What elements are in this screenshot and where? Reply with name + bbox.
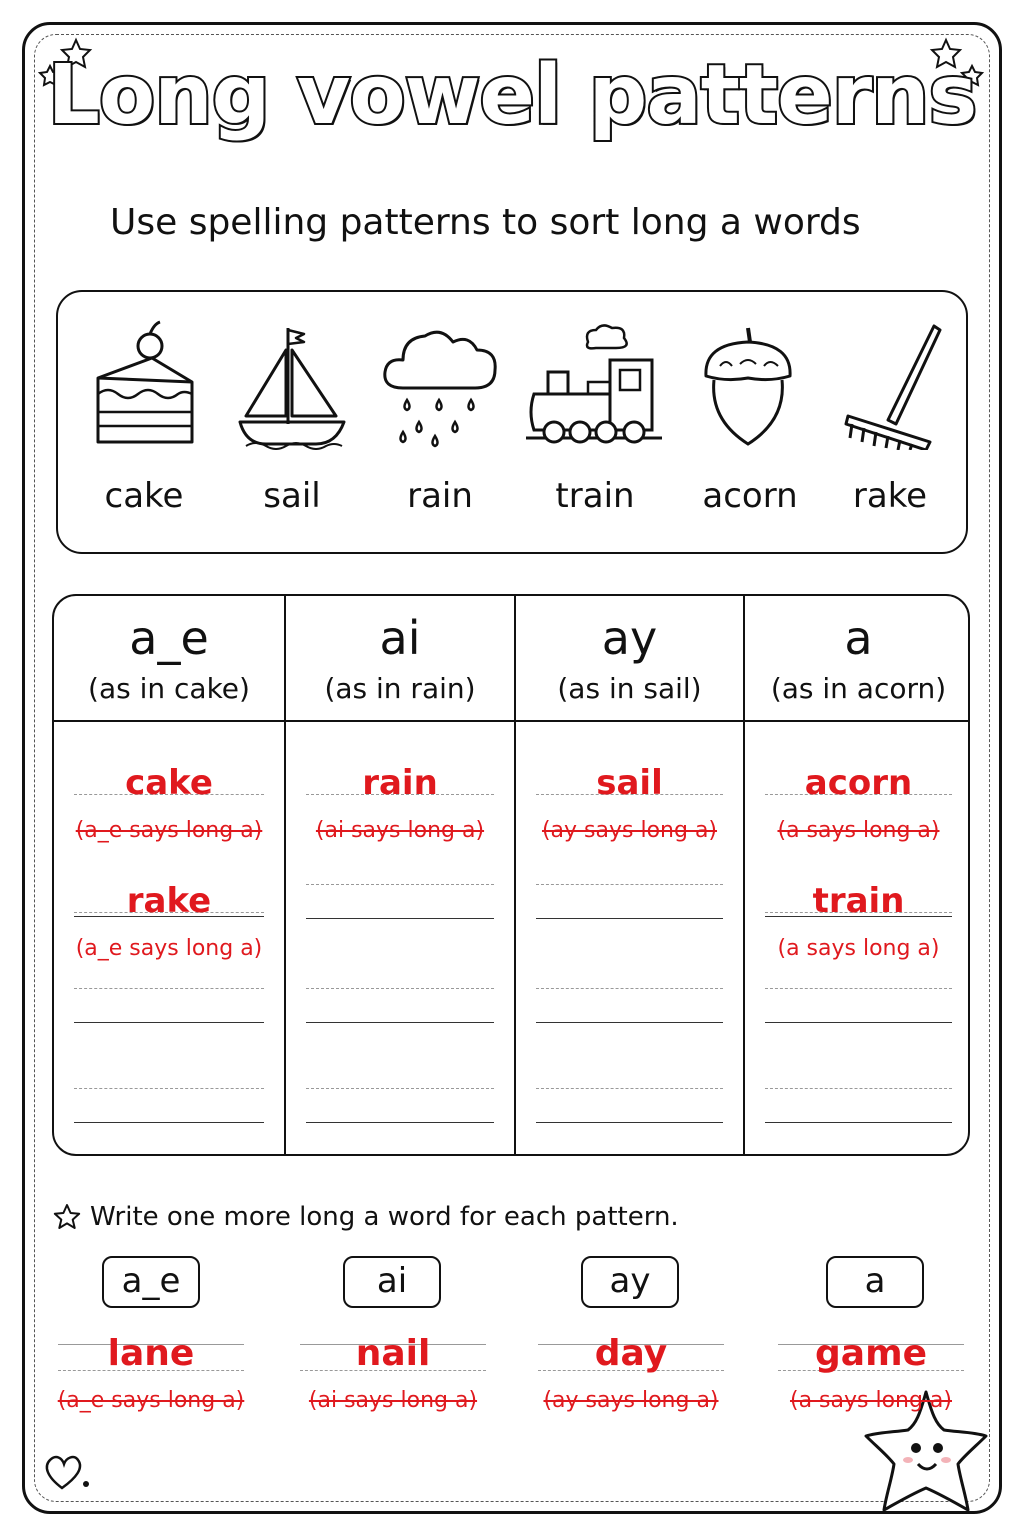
answer-line[interactable] [306,1030,494,1126]
answer-line[interactable] [536,1030,723,1126]
picture-label: acorn [702,476,798,516]
instructions: Use spelling patterns to sort long a words [110,202,861,243]
answer-note: (a says long a) [777,818,940,843]
answer-word: train [812,881,905,921]
extra-answer-line[interactable] [538,1330,724,1420]
column-example: (as in acorn) [770,672,947,705]
column-pattern: a [844,611,873,665]
answer-note: (a says long a) [777,936,940,961]
answer-line[interactable] [306,930,494,1026]
column-a [743,596,970,1154]
pattern-chip: ay [581,1256,679,1308]
answer-note: (a_e says long a) [75,818,263,843]
star-icon [52,1203,82,1231]
pattern-chip: a [826,1256,924,1308]
train-icon [522,320,668,450]
picture-label: rain [407,476,473,516]
pattern-chip: a_e [102,1256,200,1308]
column-pattern: ay [601,611,658,665]
extra-answer-note: (ay says long a) [543,1388,719,1413]
picture-item-rain [370,320,510,516]
cake-slice-icon [84,320,204,450]
picture-item-acorn [680,320,820,516]
acorn-icon [690,320,810,450]
answer-line[interactable] [765,736,952,843]
answer-line[interactable] [536,826,723,922]
column-header [745,596,970,722]
picture-item-cake [74,320,214,516]
answer-word: sail [596,763,663,803]
picture-label: sail [263,476,321,516]
extra-practice-prompt [52,1202,679,1232]
extra-answer-word: game [815,1333,927,1374]
extra-answer-line[interactable] [300,1330,486,1420]
answer-note: (ai says long a) [315,818,485,843]
answer-word: cake [125,763,213,803]
answer-word: acorn [804,763,913,803]
answer-word: rake [126,881,212,921]
picture-item-sail [222,320,362,516]
extra-answer-note: (a_e says long a) [57,1388,245,1413]
column-ay [514,596,743,1154]
answer-line[interactable] [306,826,494,922]
answer-line[interactable] [765,930,952,1026]
column-example: (as in rain) [324,672,476,705]
column-ai [284,596,514,1154]
extra-prompt-text: Write one more long a word for each pattern. [90,1202,679,1232]
column-header [54,596,284,722]
column-a_e [54,596,284,1154]
column-example: (as in cake) [88,672,250,705]
answer-line[interactable] [536,736,723,843]
pattern-chip: ai [343,1256,441,1308]
extra-answer-word: nail [355,1333,431,1374]
sailboat-icon [232,320,352,450]
picture-label: cake [104,476,184,516]
answer-line[interactable] [765,1030,952,1126]
extra-answer-note: (ai says long a) [308,1388,478,1413]
rain-cloud-icon [377,320,503,450]
extra-answer-word: lane [107,1333,195,1374]
answer-line[interactable] [74,930,264,1026]
answer-note: (a_e says long a) [75,936,263,961]
extra-answer-line[interactable] [58,1330,244,1420]
column-header [286,596,514,722]
extra-answer-line[interactable] [778,1330,964,1420]
answer-line[interactable] [536,930,723,1026]
page-title: Long vowel patterns [47,48,977,143]
picture-item-rake [820,320,960,516]
picture-label: train [555,476,635,516]
answer-line[interactable] [74,1030,264,1126]
answer-line[interactable] [74,736,264,843]
picture-word-bank [56,290,968,554]
rake-icon [830,320,950,450]
sorting-table [52,594,970,1156]
answer-line[interactable] [306,736,494,843]
answer-word: rain [362,763,438,803]
extra-answer-note: (a says long a) [789,1388,952,1413]
extra-answer-word: day [594,1333,668,1374]
heart-decoration-icon [40,1446,94,1496]
column-pattern: a_e [129,611,209,665]
picture-item-train [520,320,670,516]
picture-label: rake [852,476,928,516]
column-example: (as in sail) [557,672,702,705]
column-pattern: ai [379,611,421,665]
column-header [516,596,743,722]
answer-note: (ay says long a) [541,818,718,843]
